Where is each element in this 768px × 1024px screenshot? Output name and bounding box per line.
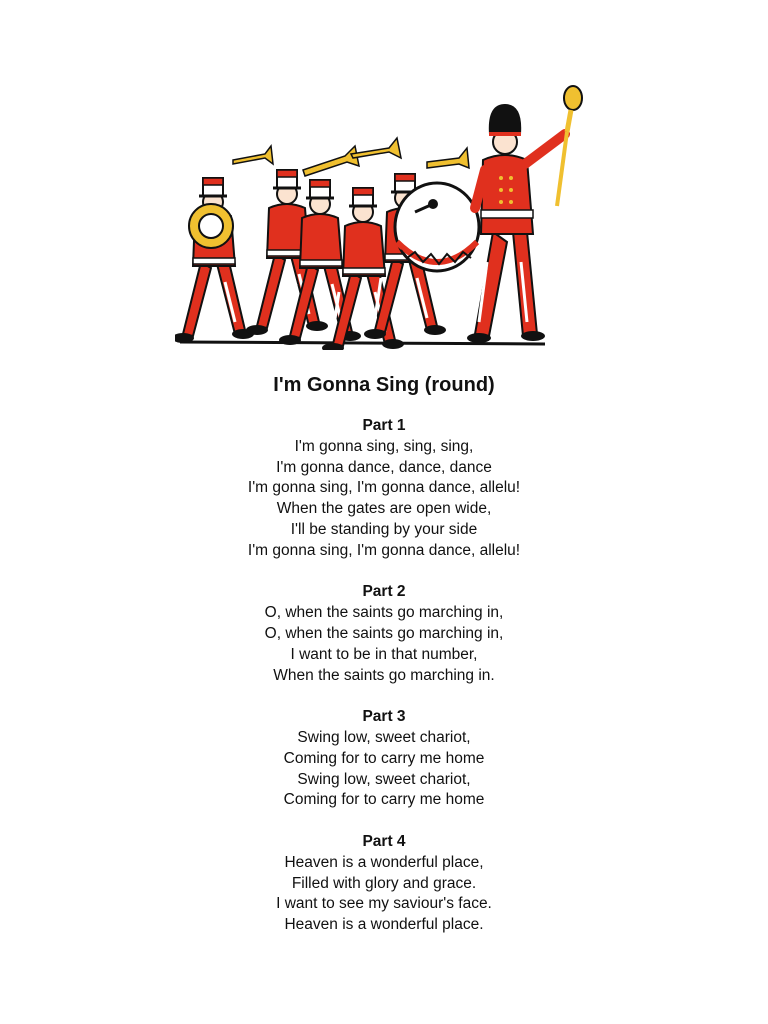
trumpet-icon: [233, 138, 469, 176]
lyric-line: When the gates are open wide,: [276, 500, 492, 518]
lyric-line: Coming for to carry me home: [283, 749, 485, 767]
ground-line: [180, 342, 545, 344]
lyric-line: When the saints go marching in.: [273, 666, 495, 684]
part-heading: Part 1: [362, 417, 406, 434]
lyric-line: Heaven is a wonderful place.: [284, 916, 484, 934]
bass-drum-icon: [395, 183, 479, 271]
drum-major: [467, 86, 582, 343]
part-2: [0, 582, 768, 686]
part-3: [0, 707, 768, 811]
part-heading: Part 2: [362, 583, 406, 601]
lyric-line: I'm gonna sing, I'm gonna dance, allelu!: [247, 541, 521, 559]
lyric-line: I'm gonna sing, sing, sing,: [294, 437, 474, 455]
part-4: [0, 832, 768, 936]
lyric-line: O, when the saints go marching in,: [264, 604, 504, 622]
lyric-line: I'll be standing by your side: [290, 520, 478, 538]
part-heading: Part 3: [362, 708, 406, 726]
lyric-line: Swing low, sweet chariot,: [297, 770, 471, 788]
lyric-line: O, when the saints go marching in,: [264, 624, 504, 642]
lyric-line: I'm gonna dance, dance, dance: [276, 458, 492, 476]
lyric-line: I want to be in that number,: [290, 645, 478, 663]
lyric-line: Heaven is a wonderful place,: [284, 853, 484, 871]
marching-band-illustration: [175, 82, 595, 350]
part-heading: Part 4: [362, 832, 406, 850]
musician-tuba: [175, 178, 254, 343]
lyric-line: Coming for to carry me home: [283, 791, 485, 809]
lyric-line: I'm gonna sing, I'm gonna dance, allelu!: [247, 479, 521, 497]
song-title: I'm Gonna Sing (round): [273, 374, 495, 396]
lyric-line: Filled with glory and grace.: [291, 874, 477, 892]
part-1: [0, 416, 768, 562]
lyric-line: I want to see my saviour's face.: [276, 895, 492, 913]
lyric-line: Swing low, sweet chariot,: [297, 728, 471, 746]
song-lyrics: [0, 416, 768, 957]
